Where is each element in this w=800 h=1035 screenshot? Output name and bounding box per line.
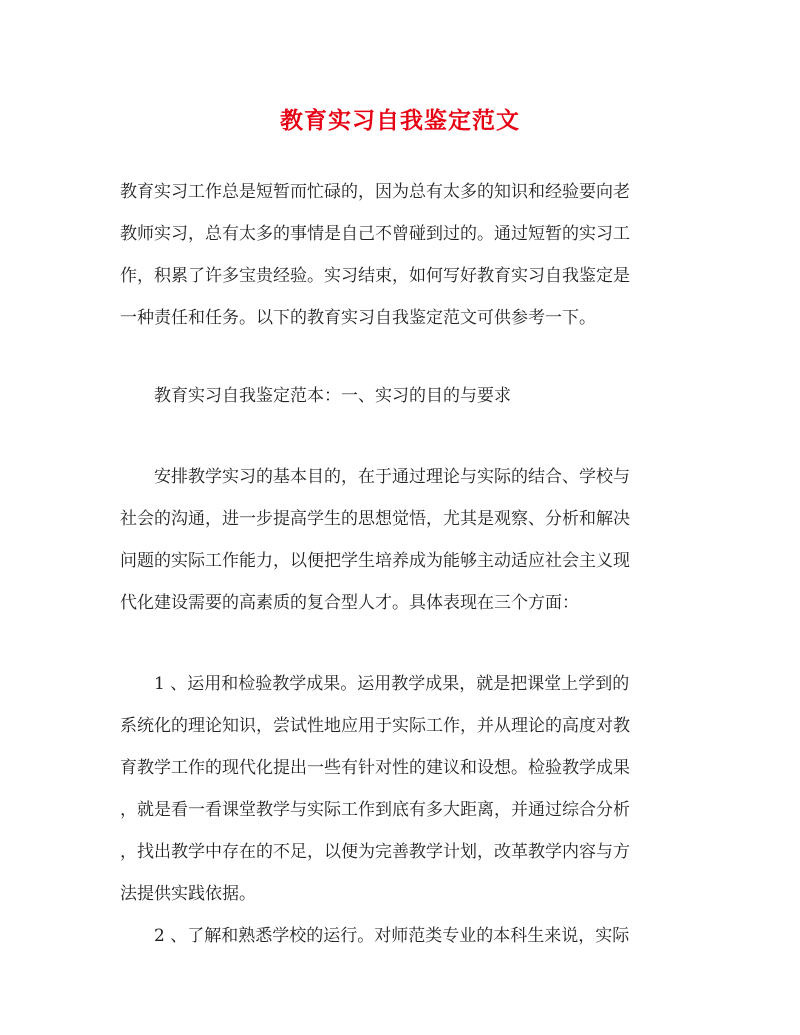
paragraph-line: 系统化的理论知识，尝试性地应用于实际工作，并从理论的高度对教 xyxy=(120,716,630,736)
paragraph-line: 一种责任和任务。以下的教育实习自我鉴定范文可供参考一下。 xyxy=(120,308,596,328)
paragraph-line: 法提供实践依据。 xyxy=(120,884,256,904)
paragraph-line: 育教学工作的现代化提出一些有针对性的建议和设想。检验教学成果 xyxy=(120,758,630,778)
paragraph-line: 问题的实际工作能力，以便把学生培养成为能够主动适应社会主义现 xyxy=(120,551,630,571)
paragraph-line: 1 、运用和检验教学成果。运用教学成果，就是把课堂上学到的 xyxy=(120,674,630,694)
paragraph-line: 教育实习工作总是短暂而忙碌的，因为总有太多的知识和经验要向老 xyxy=(120,182,630,202)
paragraph-line: ，就是看一看课堂教学与实际工作到底有多大距离，并通过综合分析 xyxy=(120,800,630,820)
section-heading: 教育实习自我鉴定范本：一、实习的目的与要求 xyxy=(120,386,511,406)
paragraph-line: 代化建设需要的高素质的复合型人才。具体表现在三个方面： xyxy=(120,593,579,613)
paragraph-line: ，找出教学中存在的不足，以便为完善教学计划，改革教学内容与方 xyxy=(120,842,630,862)
paragraph-line: 社会的沟通，进一步提高学生的思想觉悟，尤其是观察、分析和解决 xyxy=(120,509,630,529)
document-title: 教育实习自我鉴定范文 xyxy=(280,107,520,134)
paragraph-line: 2 、了解和熟悉学校的运行。对师范类专业的本科生来说，实际 xyxy=(120,926,630,946)
paragraph-line: 安排教学实习的基本目的，在于通过理论与实际的结合、学校与 xyxy=(120,467,630,487)
paragraph-line: 作，积累了许多宝贵经验。实习结束，如何写好教育实习自我鉴定是 xyxy=(120,266,630,286)
paragraph-line: 教师实习，总有太多的事情是自己不曾碰到过的。通过短暂的实习工 xyxy=(120,224,630,244)
